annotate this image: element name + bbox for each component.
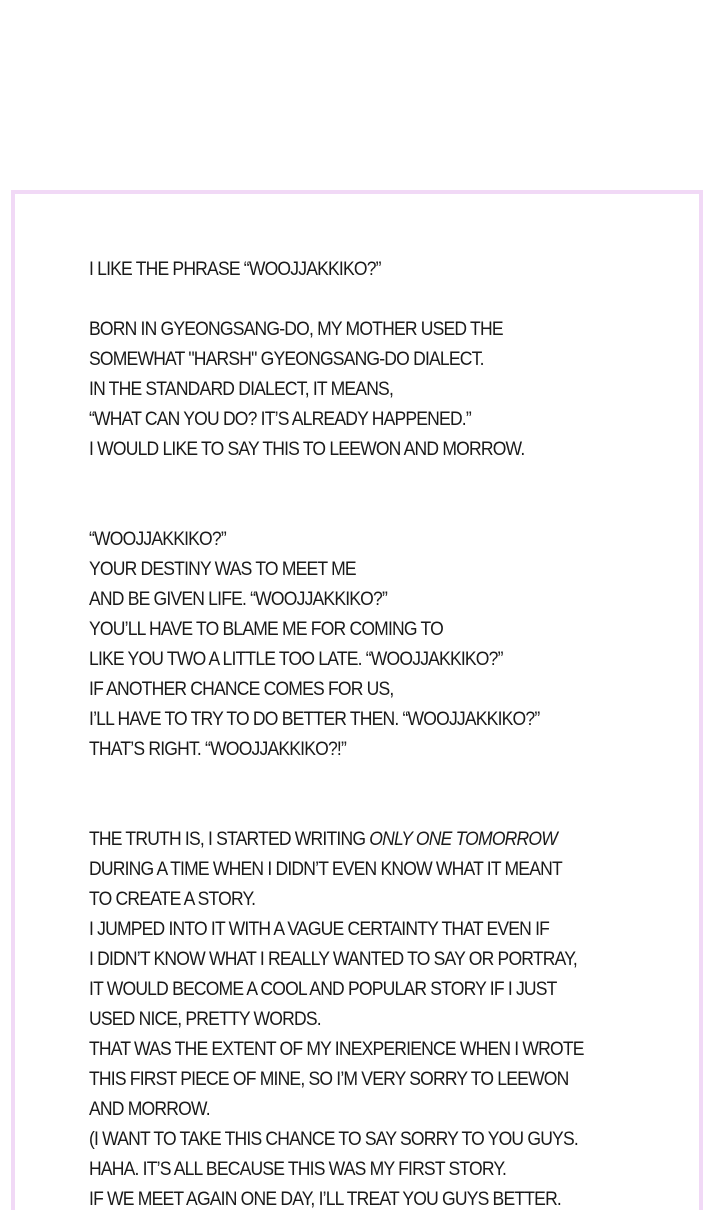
text-line: “WHAT CAN YOU DO? IT’S ALREADY HAPPENED.” bbox=[89, 408, 471, 430]
paragraph-gap bbox=[89, 464, 602, 524]
text-line: AND MORROW. bbox=[89, 1098, 210, 1120]
text-line: USED NICE, PRETTY WORDS. bbox=[89, 1008, 321, 1030]
afterword-text bbox=[89, 254, 602, 1210]
text-line: I WOULD LIKE TO SAY THIS TO LEEWON AND MORROW. bbox=[89, 438, 525, 460]
text-line: AND BE GIVEN LIFE. “WOOJJAKKIKO?” bbox=[89, 588, 388, 610]
text-line bbox=[89, 824, 602, 854]
text-line: I’LL HAVE TO TRY TO DO BETTER THEN. “WOOJJAKKIKO?” bbox=[89, 708, 540, 730]
text-line: THAT’S RIGHT. “WOOJJAKKIKO?!” bbox=[89, 738, 347, 760]
text-line: IN THE STANDARD DIALECT, IT MEANS, bbox=[89, 378, 394, 400]
paragraph-gap bbox=[89, 284, 602, 314]
text-line: SOMEWHAT "HARSH" GYEONGSANG-DO DIALECT. bbox=[89, 348, 484, 370]
book-title: ONLY ONE TOMORROW bbox=[369, 828, 558, 850]
text-line: I JUMPED INTO IT WITH A VAGUE CERTAINTY THAT EVEN IF bbox=[89, 918, 550, 940]
text-line: YOUR DESTINY WAS TO MEET ME bbox=[89, 558, 356, 580]
text-line-prefix: THE TRUTH IS, I STARTED WRITING bbox=[89, 828, 370, 850]
text-line: IF WE MEET AGAIN ONE DAY, I’LL TREAT YOU GUYS BETTER. bbox=[89, 1188, 561, 1210]
text-line: I DIDN’T KNOW WHAT I REALLY WANTED TO SAY OR PORTRAY, bbox=[89, 948, 577, 970]
text-line: “WOOJJAKKIKO?” bbox=[89, 528, 226, 550]
text-line: YOU’LL HAVE TO BLAME ME FOR COMING TO bbox=[89, 618, 443, 640]
text-line: IF ANOTHER CHANCE COMES FOR US, bbox=[89, 678, 394, 700]
text-line: DURING A TIME WHEN I DIDN’T EVEN KNOW WHAT IT MEANT bbox=[89, 858, 562, 880]
text-line: THIS FIRST PIECE OF MINE, SO I’M VERY SORRY TO LEEWON bbox=[89, 1068, 569, 1090]
afterword-frame bbox=[11, 190, 703, 1210]
text-line: THAT WAS THE EXTENT OF MY INEXPERIENCE WHEN I WROTE bbox=[89, 1038, 584, 1060]
text-line: BORN IN GYEONGSANG-DO, MY MOTHER USED THE bbox=[89, 318, 503, 340]
text-line: I LIKE THE PHRASE “WOOJJAKKIKO?” bbox=[89, 258, 381, 280]
text-line: LIKE YOU TWO A LITTLE TOO LATE. “WOOJJAKKIKO?” bbox=[89, 648, 503, 670]
paragraph-gap bbox=[89, 764, 602, 824]
text-line: IT WOULD BECOME A COOL AND POPULAR STORY IF I JUST bbox=[89, 978, 557, 1000]
text-line: (I WANT TO TAKE THIS CHANCE TO SAY SORRY TO YOU GUYS. bbox=[89, 1128, 578, 1150]
text-line: TO CREATE A STORY. bbox=[89, 888, 256, 910]
text-line: HAHA. IT’S ALL BECAUSE THIS WAS MY FIRST STORY. bbox=[89, 1158, 507, 1180]
